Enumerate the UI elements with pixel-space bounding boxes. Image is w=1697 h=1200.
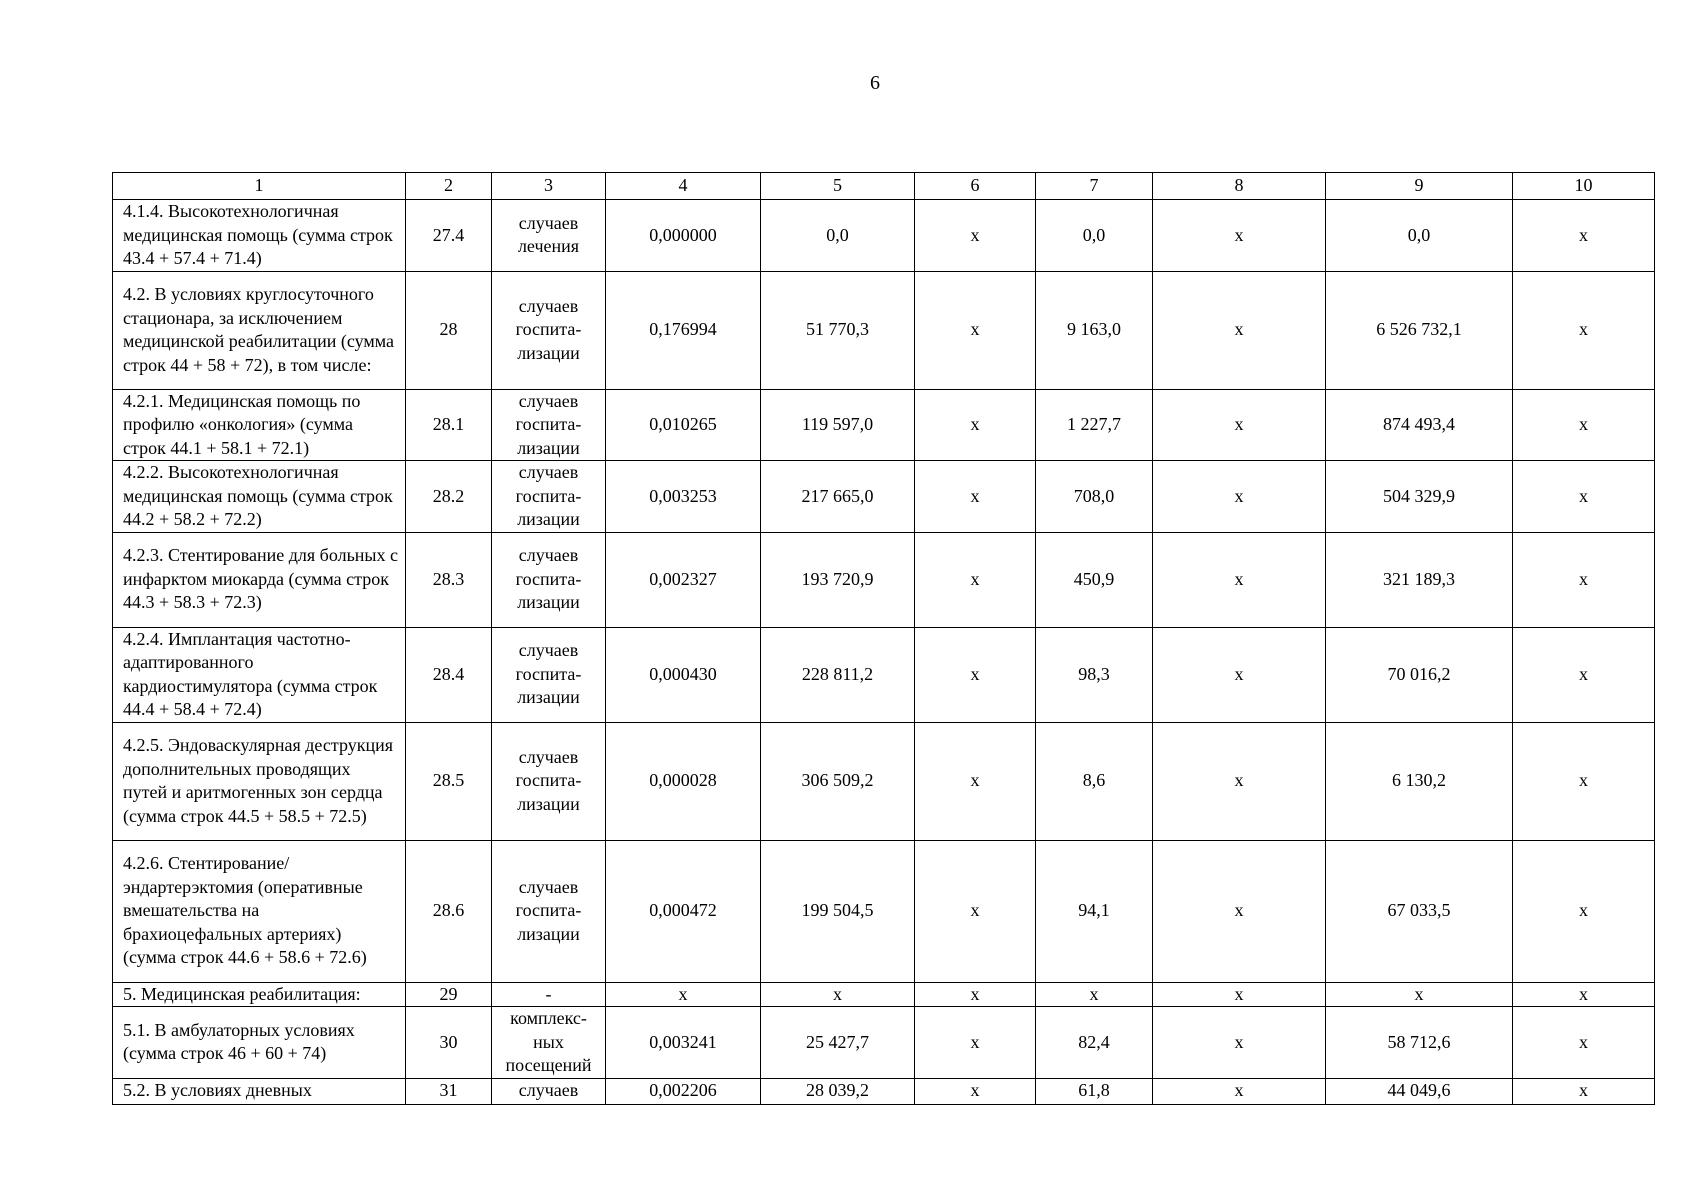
value-cell: 25 427,7 (761, 1007, 915, 1079)
value-cell: 0,176994 (606, 271, 761, 389)
row-number: 30 (406, 1007, 492, 1079)
value-cell: 874 493,4 (1326, 389, 1513, 461)
row-label: 5.2. В условиях дневных (113, 1078, 406, 1104)
value-cell: x (1153, 1007, 1326, 1079)
unit-cell: случаев госпита-лизации (492, 627, 606, 722)
header-cell: 4 (606, 173, 761, 200)
table-row (113, 532, 1655, 627)
header-cell: 6 (915, 173, 1036, 200)
header-cell: 7 (1036, 173, 1153, 200)
value-cell: x (1036, 982, 1153, 1007)
value-cell: x (915, 982, 1036, 1007)
table-row (113, 271, 1655, 389)
row-label: 4.2.5. Эндоваскулярная деструкция дополнительных проводящих путей и аритмогенных зон сердца (сумма строк 44.5 + 58.5 + 72.5) (113, 722, 406, 840)
unit-cell: случаев госпита-лизации (492, 271, 606, 389)
unit-cell: - (492, 982, 606, 1007)
row-number: 29 (406, 982, 492, 1007)
unit-cell: случаев госпита-лизации (492, 840, 606, 982)
table-header-row (113, 173, 1655, 200)
value-cell: 1 227,7 (1036, 389, 1153, 461)
value-cell: x (1513, 461, 1655, 533)
value-cell: 0,000472 (606, 840, 761, 982)
row-number: 31 (406, 1078, 492, 1104)
row-number: 28.3 (406, 532, 492, 627)
value-cell: x (1153, 627, 1326, 722)
value-cell: 0,0 (1036, 200, 1153, 272)
value-cell: 0,0 (1326, 200, 1513, 272)
value-cell: 0,003241 (606, 1007, 761, 1079)
value-cell: x (1153, 200, 1326, 272)
header-cell: 5 (761, 173, 915, 200)
row-number: 28.5 (406, 722, 492, 840)
row-label: 4.2.6. Стентирование/ эндартерэктомия (оперативные вмешательства на брахиоцефальных артериях) (сумма строк 44.6 + 58.6 + 72.6) (113, 840, 406, 982)
table-row (113, 722, 1655, 840)
value-cell: x (915, 271, 1036, 389)
value-cell: 321 189,3 (1326, 532, 1513, 627)
row-number: 28 (406, 271, 492, 389)
value-cell: 6 130,2 (1326, 722, 1513, 840)
value-cell: 228 811,2 (761, 627, 915, 722)
value-cell: x (1513, 840, 1655, 982)
value-cell: x (915, 389, 1036, 461)
table-row (113, 200, 1655, 272)
value-cell: 306 509,2 (761, 722, 915, 840)
table-row (113, 982, 1655, 1007)
value-cell: 9 163,0 (1036, 271, 1153, 389)
header-cell: 3 (492, 173, 606, 200)
value-cell: x (1153, 461, 1326, 533)
value-cell: x (1513, 722, 1655, 840)
row-label: 4.2.3. Стентирование для больных с инфарктом миокарда (сумма строк 44.3 + 58.3 + 72.3) (113, 532, 406, 627)
row-number: 28.6 (406, 840, 492, 982)
value-cell: x (1513, 627, 1655, 722)
table-row (113, 627, 1655, 722)
value-cell: 0,0 (761, 200, 915, 272)
value-cell: x (915, 532, 1036, 627)
value-cell: 98,3 (1036, 627, 1153, 722)
unit-cell: случаев госпита-лизации (492, 722, 606, 840)
value-cell: x (1513, 389, 1655, 461)
unit-cell: случаев госпита-лизации (492, 461, 606, 533)
row-label: 5.1. В амбулаторных условиях (сумма строк 46 + 60 + 74) (113, 1007, 406, 1079)
value-cell: x (606, 982, 761, 1007)
unit-cell: случаев госпита-лизации (492, 532, 606, 627)
row-number: 27.4 (406, 200, 492, 272)
value-cell: x (1153, 532, 1326, 627)
value-cell: x (915, 1007, 1036, 1079)
row-number: 28.4 (406, 627, 492, 722)
row-label: 4.2. В условиях круглосуточного стационара, за исключением медицинской реабилитации (сумма строк 44 + 58 + 72), в том числе: (113, 271, 406, 389)
value-cell: 8,6 (1036, 722, 1153, 840)
row-label: 4.2.1. Медицинская помощь по профилю «онкология» (сумма строк 44.1 + 58.1 + 72.1) (113, 389, 406, 461)
page-number: 6 (870, 72, 880, 94)
value-cell: x (915, 627, 1036, 722)
value-cell: x (1153, 1078, 1326, 1104)
unit-cell: случаев лечения (492, 200, 606, 272)
unit-cell: случаев (492, 1078, 606, 1104)
value-cell: 28 039,2 (761, 1078, 915, 1104)
header-cell: 10 (1513, 173, 1655, 200)
table-row (113, 1007, 1655, 1079)
value-cell: x (1513, 1078, 1655, 1104)
value-cell: 82,4 (1036, 1007, 1153, 1079)
value-cell: 61,8 (1036, 1078, 1153, 1104)
value-cell: x (1513, 271, 1655, 389)
value-cell: 708,0 (1036, 461, 1153, 533)
value-cell: x (915, 1078, 1036, 1104)
header-cell: 8 (1153, 173, 1326, 200)
value-cell: x (761, 982, 915, 1007)
value-cell: 504 329,9 (1326, 461, 1513, 533)
value-cell: x (915, 200, 1036, 272)
table-row (113, 1078, 1655, 1104)
header-cell: 1 (113, 173, 406, 200)
value-cell: 94,1 (1036, 840, 1153, 982)
value-cell: 0,003253 (606, 461, 761, 533)
value-cell: x (1153, 982, 1326, 1007)
value-cell: 0,000028 (606, 722, 761, 840)
table-row (113, 840, 1655, 982)
table-row (113, 461, 1655, 533)
row-label: 5. Медицинская реабилитация: (113, 982, 406, 1007)
value-cell: x (915, 840, 1036, 982)
value-cell: x (1513, 532, 1655, 627)
value-cell: 0,010265 (606, 389, 761, 461)
value-cell: x (1513, 200, 1655, 272)
value-cell: x (1513, 1007, 1655, 1079)
value-cell: 67 033,5 (1326, 840, 1513, 982)
value-cell: 450,9 (1036, 532, 1153, 627)
value-cell: 51 770,3 (761, 271, 915, 389)
value-cell: 193 720,9 (761, 532, 915, 627)
value-cell: 0,000430 (606, 627, 761, 722)
header-cell: 9 (1326, 173, 1513, 200)
row-label: 4.2.4. Имплантация частотно-адаптированного кардиостимулятора (сумма строк 44.4 + 58.4 + 72.4) (113, 627, 406, 722)
value-cell: x (1326, 982, 1513, 1007)
value-cell: x (1153, 389, 1326, 461)
value-cell: 119 597,0 (761, 389, 915, 461)
value-cell: x (915, 722, 1036, 840)
value-cell: x (1153, 722, 1326, 840)
unit-cell: комплекс-ных посещений (492, 1007, 606, 1079)
data-table (112, 172, 1655, 1105)
value-cell: 44 049,6 (1326, 1078, 1513, 1104)
value-cell: 0,002327 (606, 532, 761, 627)
value-cell: x (1513, 982, 1655, 1007)
value-cell: 6 526 732,1 (1326, 271, 1513, 389)
value-cell: x (915, 461, 1036, 533)
value-cell: 199 504,5 (761, 840, 915, 982)
header-cell: 2 (406, 173, 492, 200)
row-number: 28.1 (406, 389, 492, 461)
value-cell: 0,002206 (606, 1078, 761, 1104)
table-row (113, 389, 1655, 461)
row-number: 28.2 (406, 461, 492, 533)
value-cell: 58 712,6 (1326, 1007, 1513, 1079)
unit-cell: случаев госпита-лизации (492, 389, 606, 461)
value-cell: 217 665,0 (761, 461, 915, 533)
value-cell: x (1153, 271, 1326, 389)
row-label: 4.1.4. Высокотехнологичная медицинская помощь (сумма строк 43.4 + 57.4 + 71.4) (113, 200, 406, 272)
value-cell: x (1153, 840, 1326, 982)
row-label: 4.2.2. Высокотехнологичная медицинская помощь (сумма строк 44.2 + 58.2 + 72.2) (113, 461, 406, 533)
value-cell: 0,000000 (606, 200, 761, 272)
value-cell: 70 016,2 (1326, 627, 1513, 722)
